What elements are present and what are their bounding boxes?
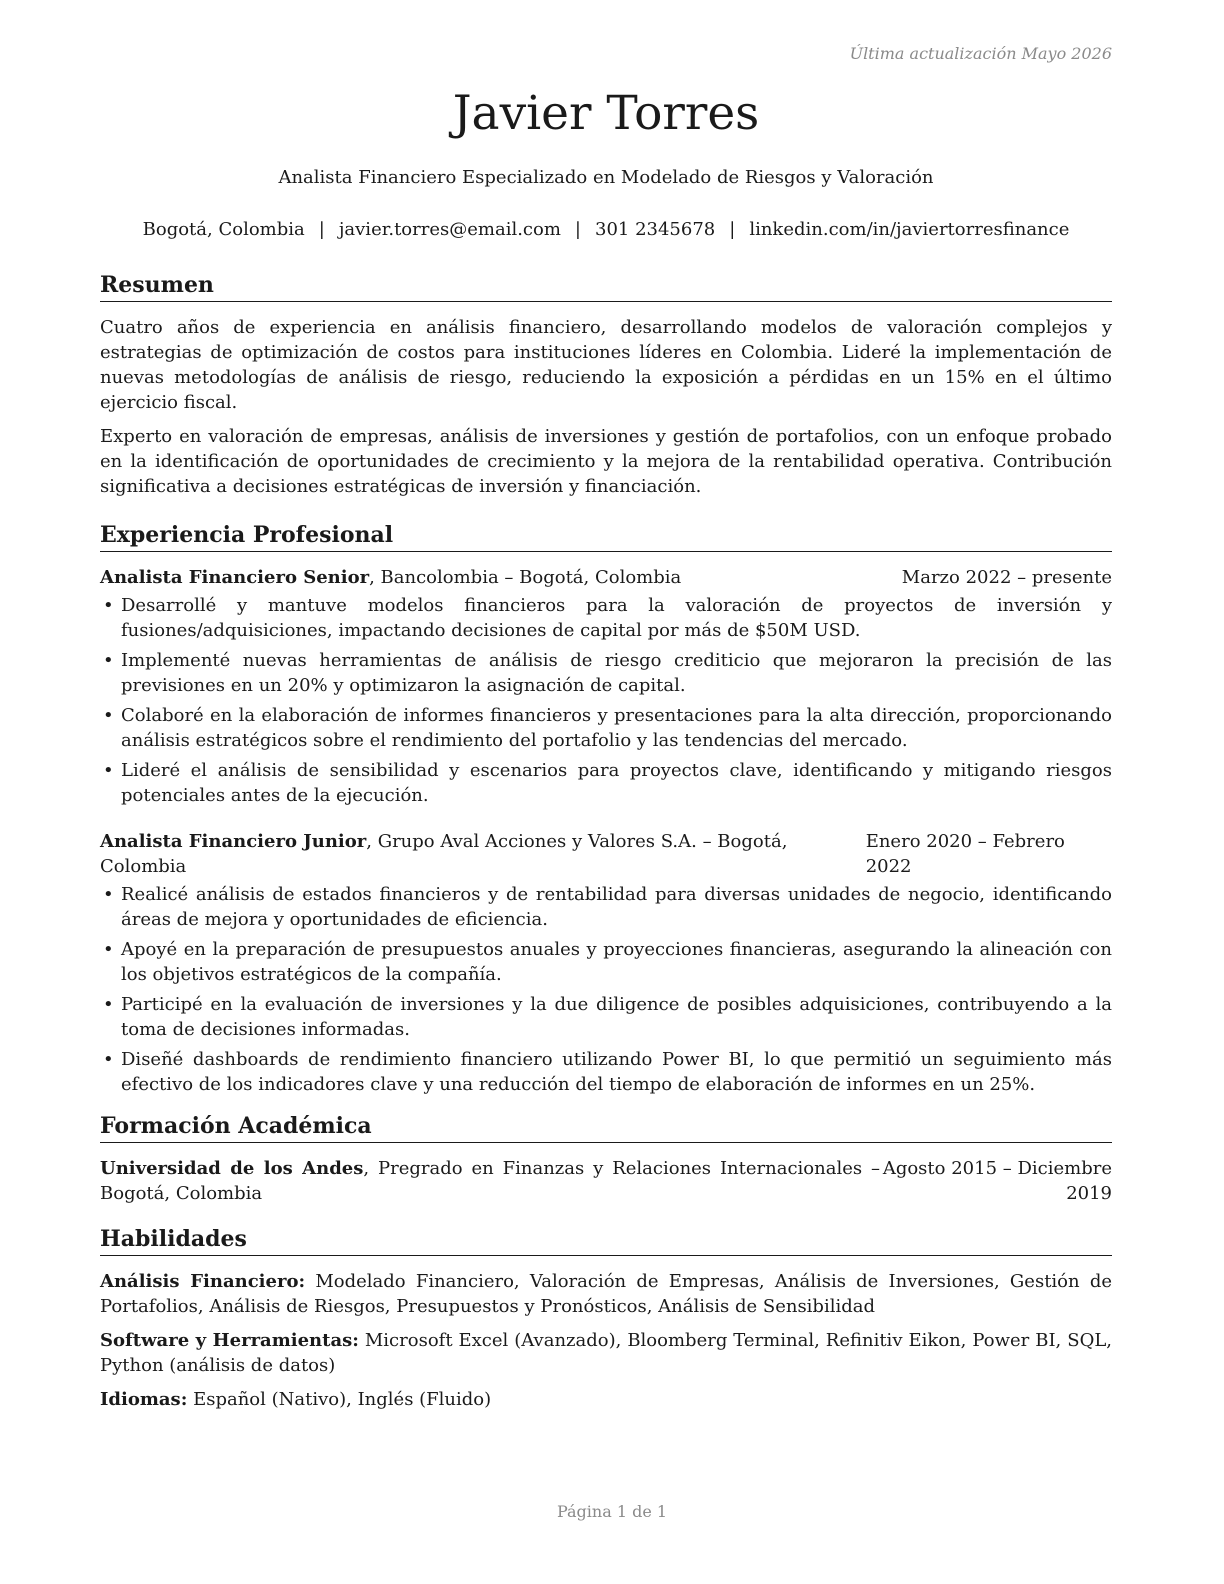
skill-label: Software y Herramientas: — [100, 1330, 359, 1351]
list-item: • Colaboré en la elaboración de informes financieros y presentaciones para la alta dirección, proporcionando análisis estratégicos sobre el rendimiento del portafolio y las tendencias del mercado. — [100, 703, 1112, 753]
section-title-skills: Habilidades — [100, 1224, 1112, 1256]
list-item: • Realicé análisis de estados financieros y de rentabilidad para diversas unidades de negocio, identificando áreas de mejora y oportunidades de eficiencia. — [100, 882, 1112, 932]
last-updated: Última actualización Mayo 2026 — [849, 44, 1112, 63]
skill-item — [100, 1387, 1112, 1412]
contact-linkedin[interactable]: linkedin.com/in/javiertorresfinance — [749, 219, 1070, 240]
education-dates: Agosto 2015 – Diciembre 2019 — [882, 1158, 1112, 1204]
section-title-education: Formación Académica — [100, 1111, 1112, 1143]
skills-section — [100, 1224, 1112, 1412]
list-item: • Participé en la evaluación de inversiones y la due diligence de posibles adquisiciones, contribuyendo a la toma de decisiones informadas. — [100, 992, 1112, 1042]
contact-separator: | — [574, 219, 581, 240]
job-company: , Grupo Aval Acciones y Valores S.A. – Bogotá, Colombia — [100, 831, 788, 877]
skill-label: Análisis Financiero: — [100, 1271, 306, 1292]
job-entry — [100, 829, 1112, 1097]
education-section — [100, 1111, 1112, 1206]
job-header — [100, 829, 1112, 879]
contact-line — [100, 219, 1112, 240]
job-role: Analista Financiero Senior — [100, 567, 370, 588]
job-header — [100, 565, 1112, 590]
candidate-tagline: Analista Financiero Especializado en Modelado de Riesgos y Valoración — [278, 167, 934, 188]
section-title-summary: Resumen — [100, 270, 1112, 302]
contact-email[interactable]: javier.torres@email.com — [338, 219, 561, 240]
contact-phone[interactable]: 301 2345678 — [595, 219, 716, 240]
list-item: • Apoyé en la preparación de presupuestos anuales y proyecciones financieras, asegurando la alineación con los objetivos estratégicos de la compañía. — [100, 937, 1112, 987]
skill-value: Microsoft Excel (Avanzado), Bloomberg Terminal, Refinitiv Eikon, Power BI, SQL, Python (análisis de datos) — [100, 1330, 1112, 1376]
experience-section — [100, 520, 1112, 1097]
skill-value: Español (Nativo), Inglés (Fluido) — [187, 1389, 492, 1410]
contact-separator: | — [318, 219, 325, 240]
summary-paragraph: Cuatro años de experiencia en análisis financiero, desarrollando modelos de valoración complejos y estrategias de optimización de costos para instituciones líderes en Colombia. Lideré la implementación de nuevas metodologías de análisis de riesgo, reduciendo la exposición a pérdidas en un 15% en el último ejercicio fiscal. — [100, 317, 1112, 413]
job-bullets — [100, 593, 1112, 808]
skill-label: Idiomas: — [100, 1389, 188, 1410]
list-item: • Implementé nuevas herramientas de análisis de riesgo crediticio que mejoraron la precisión de las previsiones en un 20% y optimizaron la asignación de capital. — [100, 648, 1112, 698]
list-item: • Diseñé dashboards de rendimiento financiero utilizando Power BI, lo que permitió un seguimiento más efectivo de los indicadores clave y una reducción del tiempo de elaboración de informes en un 25%. — [100, 1047, 1112, 1097]
resume-page — [100, 0, 1112, 1584]
skill-value: Modelado Financiero, Valoración de Empresas, Análisis de Inversiones, Gestión de Portafolios, Análisis de Riesgos, Presupuestos y Pronósticos, Análisis de Sensibilidad — [100, 1271, 1112, 1317]
page-number: Página 1 de 1 — [556, 1502, 668, 1521]
job-title-company — [100, 565, 681, 590]
resume-content — [100, 270, 1112, 1421]
candidate-name: Javier Torres — [452, 86, 760, 141]
job-dates: Enero 2020 – Febrero 2022 — [865, 831, 1065, 877]
job-role: Analista Financiero Junior — [100, 831, 367, 852]
summary-section — [100, 270, 1112, 499]
list-item: • Lideré el análisis de sensibilidad y escenarios para proyectos clave, identificando y mitigando riesgos potenciales antes de la ejecución. — [100, 758, 1112, 808]
job-title-company — [100, 829, 866, 879]
skill-item — [100, 1328, 1112, 1378]
list-item: • Desarrollé y mantuve modelos financieros para la valoración de proyectos de inversión y fusiones/adquisiciones, impactando decisiones de capital por más de $50M USD. — [100, 593, 1112, 643]
section-title-experience: Experiencia Profesional — [100, 520, 1112, 552]
job-company: , Bancolombia – Bogotá, Colombia — [369, 567, 682, 588]
job-bullets — [100, 882, 1112, 1097]
skill-item — [100, 1269, 1112, 1319]
education-program: , Pregrado en Finanzas y Relaciones Internacionales – Bogotá, Colombia — [100, 1158, 880, 1204]
job-entry — [100, 565, 1112, 808]
education-school: Universidad de los Andes — [100, 1158, 364, 1179]
job-dates: Marzo 2022 – presente — [901, 567, 1112, 588]
contact-separator: | — [729, 219, 736, 240]
contact-location: Bogotá, Colombia — [142, 219, 305, 240]
education-school-program — [100, 1156, 880, 1206]
education-entry — [100, 1156, 1112, 1206]
summary-paragraph: Experto en valoración de empresas, análisis de inversiones y gestión de portafolios, con un enfoque probado en la identificación de oportunidades de crecimiento y la mejora de la rentabilidad operativa. Contribución significativa a decisiones estratégicas de inversión y financiación. — [100, 426, 1112, 497]
